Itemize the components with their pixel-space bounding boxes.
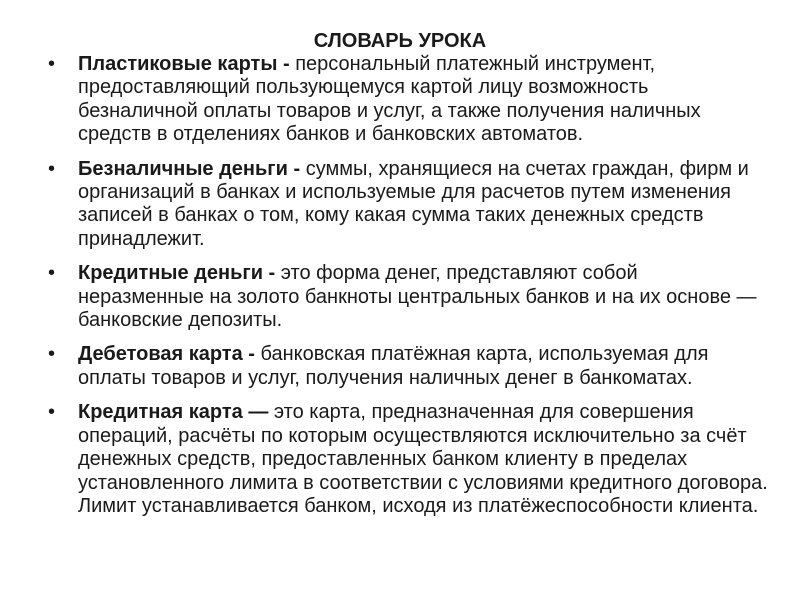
glossary-item bbox=[48, 401, 768, 518]
bullet-icon: • bbox=[48, 343, 56, 366]
term-separator: - bbox=[263, 262, 281, 285]
term-separator: — bbox=[242, 401, 274, 424]
term-definition: суммы, хранящиеся на счетах граждан, фирм и организаций в банках и используемые для расчетов путем изменения записей в банках о том, кому какая сумма таких денежных средств принадлежит. bbox=[78, 157, 749, 250]
term-name: Кредитные деньги bbox=[78, 262, 263, 285]
term-separator: - bbox=[277, 53, 296, 75]
term-definition: это карта, предназначенная для совершения операций, расчёты по которым осуществляются исключительно за счёт денежных средств, предоставленных банком клиенту в пределах установленного лимита в соответствии с условиями кредитного договора. Лимит устанавливается банком, исходя из платёжеспособности клиента. bbox=[78, 401, 768, 517]
bullet-icon: • bbox=[48, 157, 56, 180]
term-name: Безналичные деньги bbox=[78, 157, 288, 180]
term-name: Дебетовая карта bbox=[78, 343, 243, 366]
glossary-item bbox=[48, 157, 768, 252]
term-separator: - bbox=[287, 157, 306, 180]
bullet-icon: • bbox=[48, 401, 56, 424]
term-name: Пластиковые карты bbox=[78, 53, 278, 75]
glossary-item bbox=[48, 343, 768, 390]
term-definition: банковская платёжная карта, используемая для оплаты товаров и услуг, получения наличных денег в банкоматах. bbox=[78, 343, 709, 389]
glossary-item bbox=[48, 262, 768, 332]
glossary-item bbox=[48, 53, 768, 147]
term-definition: персональный платежный инструмент, предоставляющий пользующемуся картой лицу возможность безналичной оплаты товаров и услуг, а также получения наличных средств в отделениях банков и банковских автоматов. bbox=[78, 53, 701, 146]
bullet-icon: • bbox=[48, 262, 56, 285]
term-name: Кредитная карта bbox=[78, 401, 243, 424]
glossary-list bbox=[48, 53, 768, 529]
bullet-icon: • bbox=[48, 53, 56, 75]
term-definition: это форма денег, представляют собой неразменные на золото банкноты центральных банков и на их основе — банковские депозиты. bbox=[78, 262, 757, 332]
term-separator: - bbox=[242, 343, 261, 366]
slide-title: СЛОВАРЬ УРОКА bbox=[313, 30, 487, 52]
